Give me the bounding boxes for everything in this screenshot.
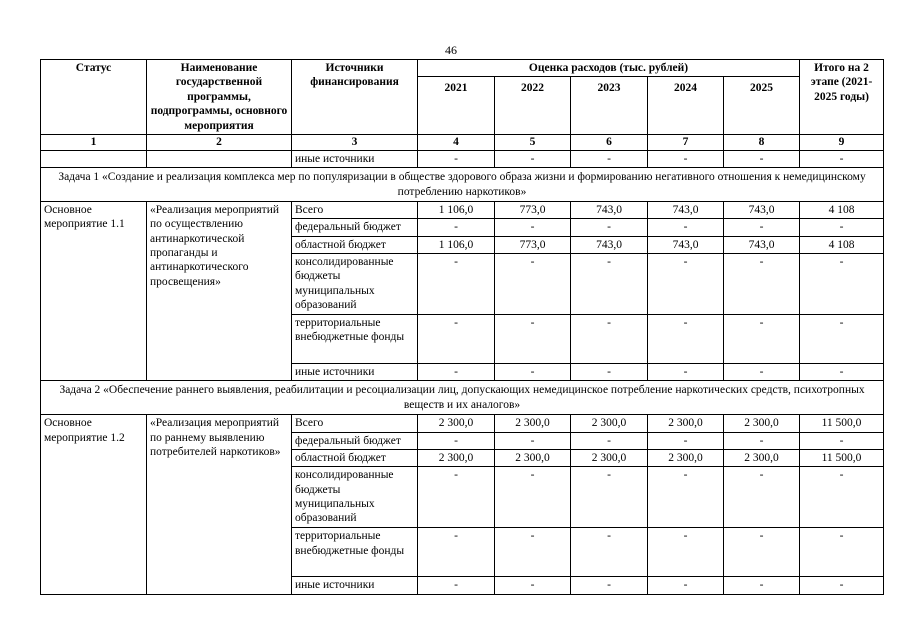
value-cell: - [495, 315, 571, 364]
value-cell: - [495, 577, 571, 594]
value-cell: - [724, 315, 800, 364]
total-cell: - [800, 432, 884, 449]
source-cell: областной бюджет [292, 236, 418, 253]
header-total: Итого на 2 этапе (2021-2025 годы) [800, 60, 884, 135]
value-cell: 1 106,0 [418, 236, 495, 253]
source-cell: Всего [292, 201, 418, 218]
value-cell: 743,0 [724, 236, 800, 253]
value-cell: - [648, 528, 724, 577]
source-cell: федеральный бюджет [292, 432, 418, 449]
value-cell: - [724, 432, 800, 449]
header-status: Статус [41, 60, 147, 135]
value-cell: - [571, 219, 648, 236]
value-cell: 2 300,0 [418, 415, 495, 432]
value-cell: - [648, 219, 724, 236]
column-number: 1 [41, 135, 147, 150]
table-row [41, 150, 884, 167]
value-cell: - [571, 432, 648, 449]
value-cell: - [418, 150, 495, 167]
table-row [41, 415, 884, 432]
total-cell: - [800, 364, 884, 381]
value-cell: - [800, 150, 884, 167]
activity-name: «Реализация мероприятий по раннему выявлению потребителей наркотиков» [147, 415, 292, 595]
value-cell: - [724, 254, 800, 315]
source-cell: иные источники [292, 577, 418, 594]
table-row [41, 201, 884, 218]
value-cell: - [571, 577, 648, 594]
value-cell: - [724, 219, 800, 236]
value-cell: 743,0 [648, 201, 724, 218]
header-year: 2021 [418, 77, 495, 135]
header-year: 2023 [571, 77, 648, 135]
value-cell: - [418, 364, 495, 381]
value-cell: 2 300,0 [418, 449, 495, 466]
total-cell: - [800, 254, 884, 315]
value-cell: - [418, 528, 495, 577]
value-cell: - [571, 150, 648, 167]
column-number: 9 [800, 135, 884, 150]
value-cell: - [724, 467, 800, 528]
value-cell: - [495, 528, 571, 577]
value-cell: 2 300,0 [495, 449, 571, 466]
value-cell: - [648, 364, 724, 381]
expenditure-table [40, 59, 884, 595]
source-cell: Всего [292, 415, 418, 432]
header-year: 2025 [724, 77, 800, 135]
value-cell: 2 300,0 [724, 415, 800, 432]
task-row [41, 168, 884, 202]
value-cell: 2 300,0 [648, 415, 724, 432]
value-cell: 743,0 [724, 201, 800, 218]
activity-status: Основное мероприятие 1.2 [41, 415, 147, 595]
value-cell: - [495, 150, 571, 167]
value-cell: 743,0 [571, 201, 648, 218]
column-number: 6 [571, 135, 648, 150]
task-row [41, 381, 884, 415]
header-estimate: Оценка расходов (тыс. рублей) [418, 60, 800, 77]
value-cell: - [724, 577, 800, 594]
value-cell: - [571, 528, 648, 577]
value-cell: - [648, 254, 724, 315]
header-row [41, 60, 884, 77]
total-cell: - [800, 315, 884, 364]
value-cell: 2 300,0 [648, 449, 724, 466]
value-cell: - [648, 432, 724, 449]
value-cell: - [495, 467, 571, 528]
header-name: Наименование государственной программы, подпрограммы, основного мероприятия [147, 60, 292, 135]
column-number: 2 [147, 135, 292, 150]
value-cell: 743,0 [648, 236, 724, 253]
total-cell: 4 108 [800, 236, 884, 253]
page-number: 46 [445, 43, 457, 57]
value-cell: - [418, 315, 495, 364]
header-year: 2024 [648, 77, 724, 135]
value-cell: - [418, 254, 495, 315]
value-cell: 773,0 [495, 236, 571, 253]
value-cell: 2 300,0 [571, 415, 648, 432]
total-cell: - [800, 577, 884, 594]
source-cell: консолидированные бюджеты муниципальных образований [292, 467, 418, 528]
value-cell: - [418, 467, 495, 528]
value-cell: - [495, 432, 571, 449]
column-number: 8 [724, 135, 800, 150]
total-cell: 11 500,0 [800, 415, 884, 432]
value-cell: 2 300,0 [571, 449, 648, 466]
source-cell: иные источники [292, 150, 418, 167]
total-cell: 11 500,0 [800, 449, 884, 466]
total-cell: - [800, 528, 884, 577]
column-number: 3 [292, 135, 418, 150]
value-cell: - [571, 315, 648, 364]
value-cell: - [724, 150, 800, 167]
value-cell: - [648, 150, 724, 167]
value-cell: 1 106,0 [418, 201, 495, 218]
source-cell: областной бюджет [292, 449, 418, 466]
header-sources: Источники финансирования [292, 60, 418, 135]
value-cell: - [648, 577, 724, 594]
value-cell: - [418, 219, 495, 236]
source-cell: территориальные внебюджетные фонды [292, 315, 418, 364]
value-cell: - [418, 577, 495, 594]
source-cell: консолидированные бюджеты муниципальных образований [292, 254, 418, 315]
task-2-title: Задача 2 «Обеспечение раннего выявления, реабилитации и ресоциализации лиц, допускающих немедицинское потребление наркотических средств, психотропных веществ и их аналогов» [41, 381, 884, 415]
value-cell: - [571, 254, 648, 315]
value-cell: - [724, 528, 800, 577]
value-cell: - [495, 254, 571, 315]
column-number: 5 [495, 135, 571, 150]
task-1-title: Задача 1 «Создание и реализация комплекса мер по популяризации в обществе здорового образа жизни и формированию негативного отношения к немедицинскому потреблению наркотиков» [41, 168, 884, 202]
value-cell: - [495, 219, 571, 236]
total-cell: - [800, 467, 884, 528]
value-cell: - [571, 364, 648, 381]
value-cell: 773,0 [495, 201, 571, 218]
value-cell: 2 300,0 [724, 449, 800, 466]
activity-status: Основное мероприятие 1.1 [41, 201, 147, 381]
header-year: 2022 [495, 77, 571, 135]
total-cell: - [800, 219, 884, 236]
value-cell: - [648, 315, 724, 364]
value-cell: - [495, 364, 571, 381]
value-cell: 2 300,0 [495, 415, 571, 432]
source-cell: территориальные внебюджетные фонды [292, 528, 418, 577]
column-number: 4 [418, 135, 495, 150]
source-cell: иные источники [292, 364, 418, 381]
column-number: 7 [648, 135, 724, 150]
column-numbers-row [41, 135, 884, 150]
value-cell: 743,0 [571, 236, 648, 253]
value-cell: - [418, 432, 495, 449]
value-cell: - [724, 364, 800, 381]
value-cell: - [571, 467, 648, 528]
source-cell: федеральный бюджет [292, 219, 418, 236]
total-cell: 4 108 [800, 201, 884, 218]
value-cell: - [648, 467, 724, 528]
activity-name: «Реализация мероприятий по осуществлению антинаркотической пропаганды и антинаркотического просвещения» [147, 201, 292, 381]
